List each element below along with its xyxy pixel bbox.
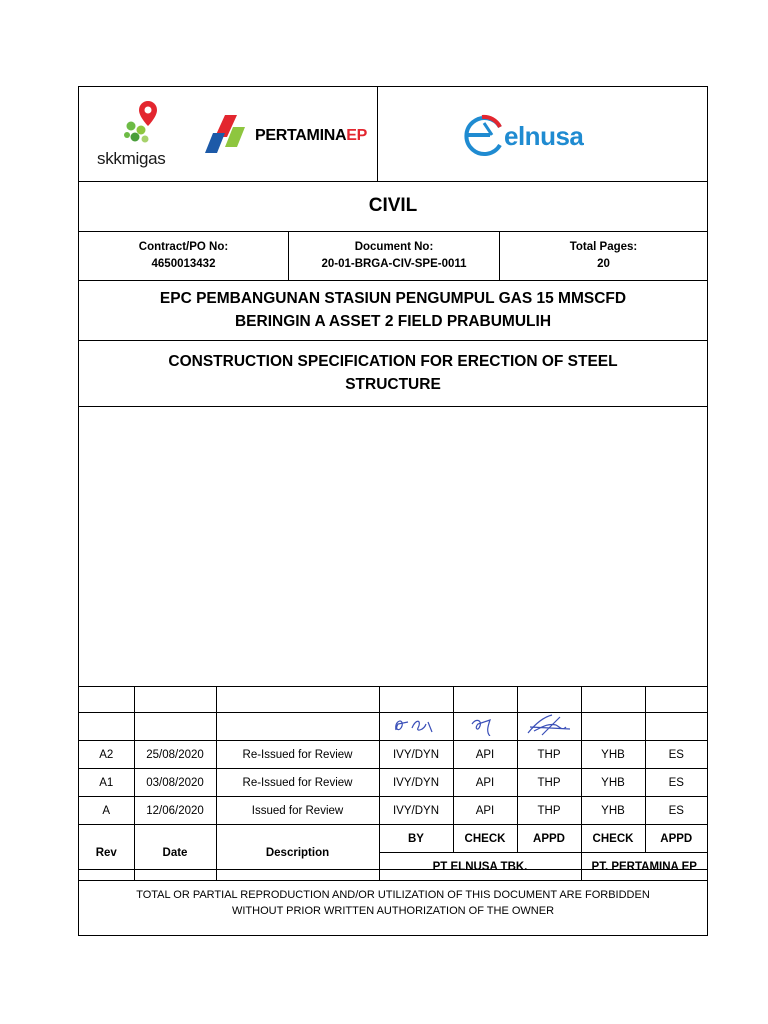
contract-label: Contract/PO No:	[138, 240, 229, 253]
table-header-row	[79, 825, 707, 853]
pages-label: Total Pages:	[569, 240, 638, 253]
contract-value: 4650013432	[151, 257, 216, 270]
header-appd: APPD	[517, 825, 581, 853]
header-contractor: PT ELNUSA TBK.	[379, 853, 581, 881]
header-rev: Rev	[79, 825, 134, 881]
cover-sheet	[78, 86, 708, 936]
pertamina-wordmark	[255, 127, 367, 145]
pertamina-ep: EP	[346, 127, 367, 144]
project-title-line2: BERINGIN A ASSET 2 FIELD PRABUMULIH	[234, 313, 552, 330]
table-row	[79, 687, 707, 713]
table-row: A 12/06/2020 Issued for Review IVY/DYN API THP YHB ES	[79, 797, 707, 825]
revision-table	[79, 686, 707, 881]
elnusa-logo	[460, 109, 630, 161]
table-row: A1 03/08/2020 Re-Issued for Review IVY/DYN API THP YHB ES	[79, 769, 707, 797]
pertamina-ep-logo	[203, 111, 375, 157]
disclaimer-line2: WITHOUT PRIOR WRITTEN AUTHORIZATION OF THE OWNER	[231, 904, 555, 917]
header-owner: PT. PERTAMINA EP	[581, 853, 707, 881]
project-title-line1: EPC PEMBANGUNAN STASIUN PENGUMPUL GAS 15 MMSCFD	[159, 290, 627, 307]
disclaimer-footer	[79, 869, 707, 935]
skkmigas-emblem-icon	[97, 99, 187, 151]
pages-cell	[499, 231, 707, 280]
header-check-owner: CHECK	[581, 825, 645, 853]
document-title-line1: CONSTRUCTION SPECIFICATION FOR ERECTION OF STEEL	[168, 353, 618, 370]
skkmigas-wordmark: skkmigas	[97, 149, 166, 168]
pertamina-emblem-icon	[203, 111, 253, 157]
header-appd-owner: APPD	[645, 825, 707, 853]
header-by: BY	[379, 825, 453, 853]
signature-appd	[517, 713, 581, 741]
header-check: CHECK	[453, 825, 517, 853]
document-cell	[288, 231, 499, 280]
document-number: 20-01-BRGA-CIV-SPE-0011	[321, 257, 467, 270]
contractor-logo-area	[378, 87, 707, 181]
elnusa-emblem-icon	[460, 109, 508, 161]
signature-icon	[460, 714, 510, 736]
contract-cell	[79, 231, 288, 280]
document-title-line2: STRUCTURE	[345, 376, 441, 393]
signature-icon	[522, 713, 576, 737]
header-date: Date	[134, 825, 216, 881]
table-row: A2 25/08/2020 Re-Issued for Review IVY/DYN API THP YHB ES	[79, 741, 707, 769]
signature-check	[453, 713, 517, 741]
client-logos	[79, 87, 378, 181]
signature-row	[79, 713, 707, 741]
divider	[79, 406, 707, 407]
signature-icon	[386, 714, 446, 736]
project-title	[79, 280, 707, 340]
pertamina-name: PERTAMINA	[255, 127, 347, 144]
pages-value: 20	[597, 257, 610, 270]
document-title	[79, 340, 707, 406]
elnusa-wordmark: elnusa	[504, 121, 584, 151]
header-description: Description	[216, 825, 379, 881]
document-label: Document No:	[354, 240, 434, 253]
signature-by	[379, 713, 453, 741]
skkmigas-logo	[97, 99, 187, 171]
discipline-title: CIVIL	[368, 195, 418, 216]
disclaimer-line1: TOTAL OR PARTIAL REPRODUCTION AND/OR UTILIZATION OF THIS DOCUMENT ARE FORBIDDEN	[136, 888, 650, 901]
